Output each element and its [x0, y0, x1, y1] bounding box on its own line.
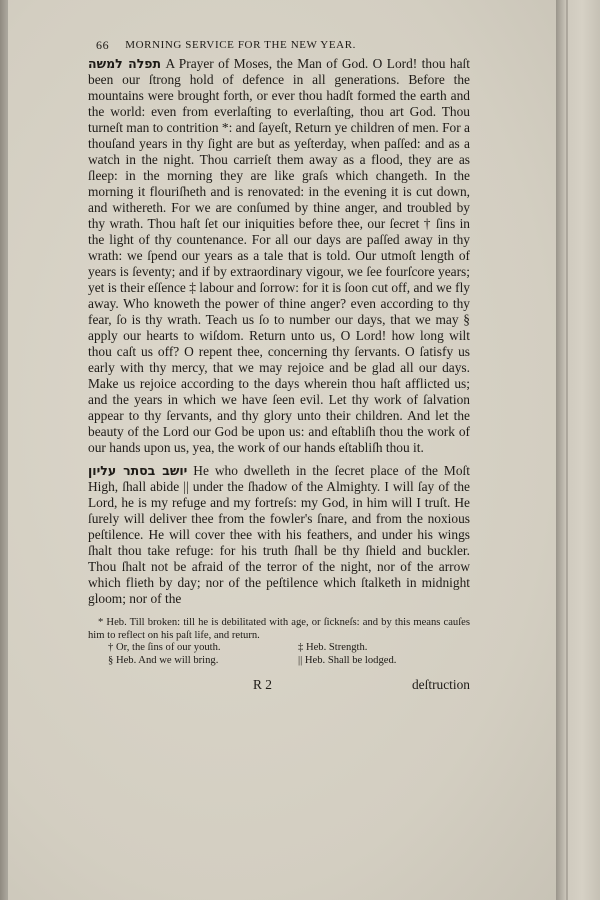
paragraph-2-text: He who dwelleth in the ſecret place of the Moſt High, ſhall abide || under the ſhadow of the Almighty. I will ſay of the Lord, he is my refuge and my fortreſs: my God, in him will I truſt. He ſurely will deliver thee from the fowler's ſnare, and from the noxious peſtilence. He will cover thee with his feathers, and under his wings ſhalt thou take refuge: for his truth ſhall be thy ſhield and buckler. Thou ſhalt not be afraid of the terror of the night, nor of the arrow which flieth by day; nor of the peſtilence which ſtalketh in midnight gloom; nor of the — [88, 463, 470, 606]
page-number: 66 — [96, 38, 110, 52]
footnote-grid — [108, 642, 470, 667]
footnote-double-dagger: ‡ Heb. Strength. — [298, 642, 368, 653]
footnote-dagger: † Or, the ſins of our youth. — [108, 642, 221, 653]
page-header — [96, 38, 470, 52]
footnote-asterisk: * Heb. Till broken: till he is debilitated with age, or ſickneſs: and by this means cauſes him to reflect on his paſt life, and return. — [88, 617, 470, 641]
running-head: MORNING SERVICE FOR THE NEW YEAR. — [125, 39, 356, 51]
paragraph-1-text: A Prayer of Moses, the Man of God. O Lord! thou haſt been our ſtrong hold of defence in all generations. Before the mountains were brought forth, or ever thou hadſt formed the earth and the world: even from everlaſting to everlaſting, thou art God. Thou turneſt man to contrition *: and ſayeſt, Return ye children of men. For a thouſand years in thy ſight are but as yeſterday, when paſſed: and as a watch in the night. Thou carrieſt them away as a flood, they are as ſleep: in the morning they are like graſs which changeth. In the morning it flouriſheth and is renovated: in the evening it is cut down, and withereth. For we are conſumed by thine anger, and troubled by thy wrath. Thou haſt ſet our iniquities before thee, our ſecret † ſins in the light of thy countenance. For all our days are paſſed away in thy wrath: we ſpend our years as a tale that is told. Our utmoſt length of years is ſeventy; and if by extraordinary vigour, we ſee fourſcore years; yet is their eſſence ‡ labour and ſorrow: for it is ſoon cut off, and we fly away. Who knoweth the power of thine anger? even according to thy fear, ſo is thy wrath. Teach us ſo to number our days, that we may § apply our hearts to wiſdom. Return unto us, O Lord! how long wilt thou caſt us off? O repent thee, concerning thy ſervants. O ſatisfy us early with thy mercy, that we may rejoice and be glad all our days. Make us rejoice according to the days wherein thou haſt afflicted us; and the years in which we have ſeen evil. Let thy work of ſalvation appear to thy ſervants, and thy glory unto their children. And let the beauty of the Lord our God be upon us: and eſtabliſh thou the work of our hands upon us, yea, the work of our hands eſtabliſh thou it. — [88, 56, 470, 455]
footnotes — [88, 617, 470, 667]
catchword: deſtruction — [411, 677, 470, 692]
paragraph-psalm-91 — [88, 463, 470, 607]
signature-mark: R 2 — [253, 677, 272, 692]
hebrew-heading-1: תפלה למשה — [88, 56, 162, 71]
adjacent-page-strip — [556, 0, 600, 900]
paragraph-prayer-of-moses — [88, 56, 470, 456]
page-footer — [88, 677, 470, 695]
footnote-parallel: || Heb. Shall be lodged. — [298, 654, 397, 666]
page-fold-line — [566, 0, 568, 900]
hebrew-heading-2: יושב בסתר עליון — [88, 463, 188, 478]
body-text — [88, 56, 470, 607]
footnote-section: § Heb. And we will bring. — [108, 654, 219, 666]
text-block — [88, 38, 470, 695]
